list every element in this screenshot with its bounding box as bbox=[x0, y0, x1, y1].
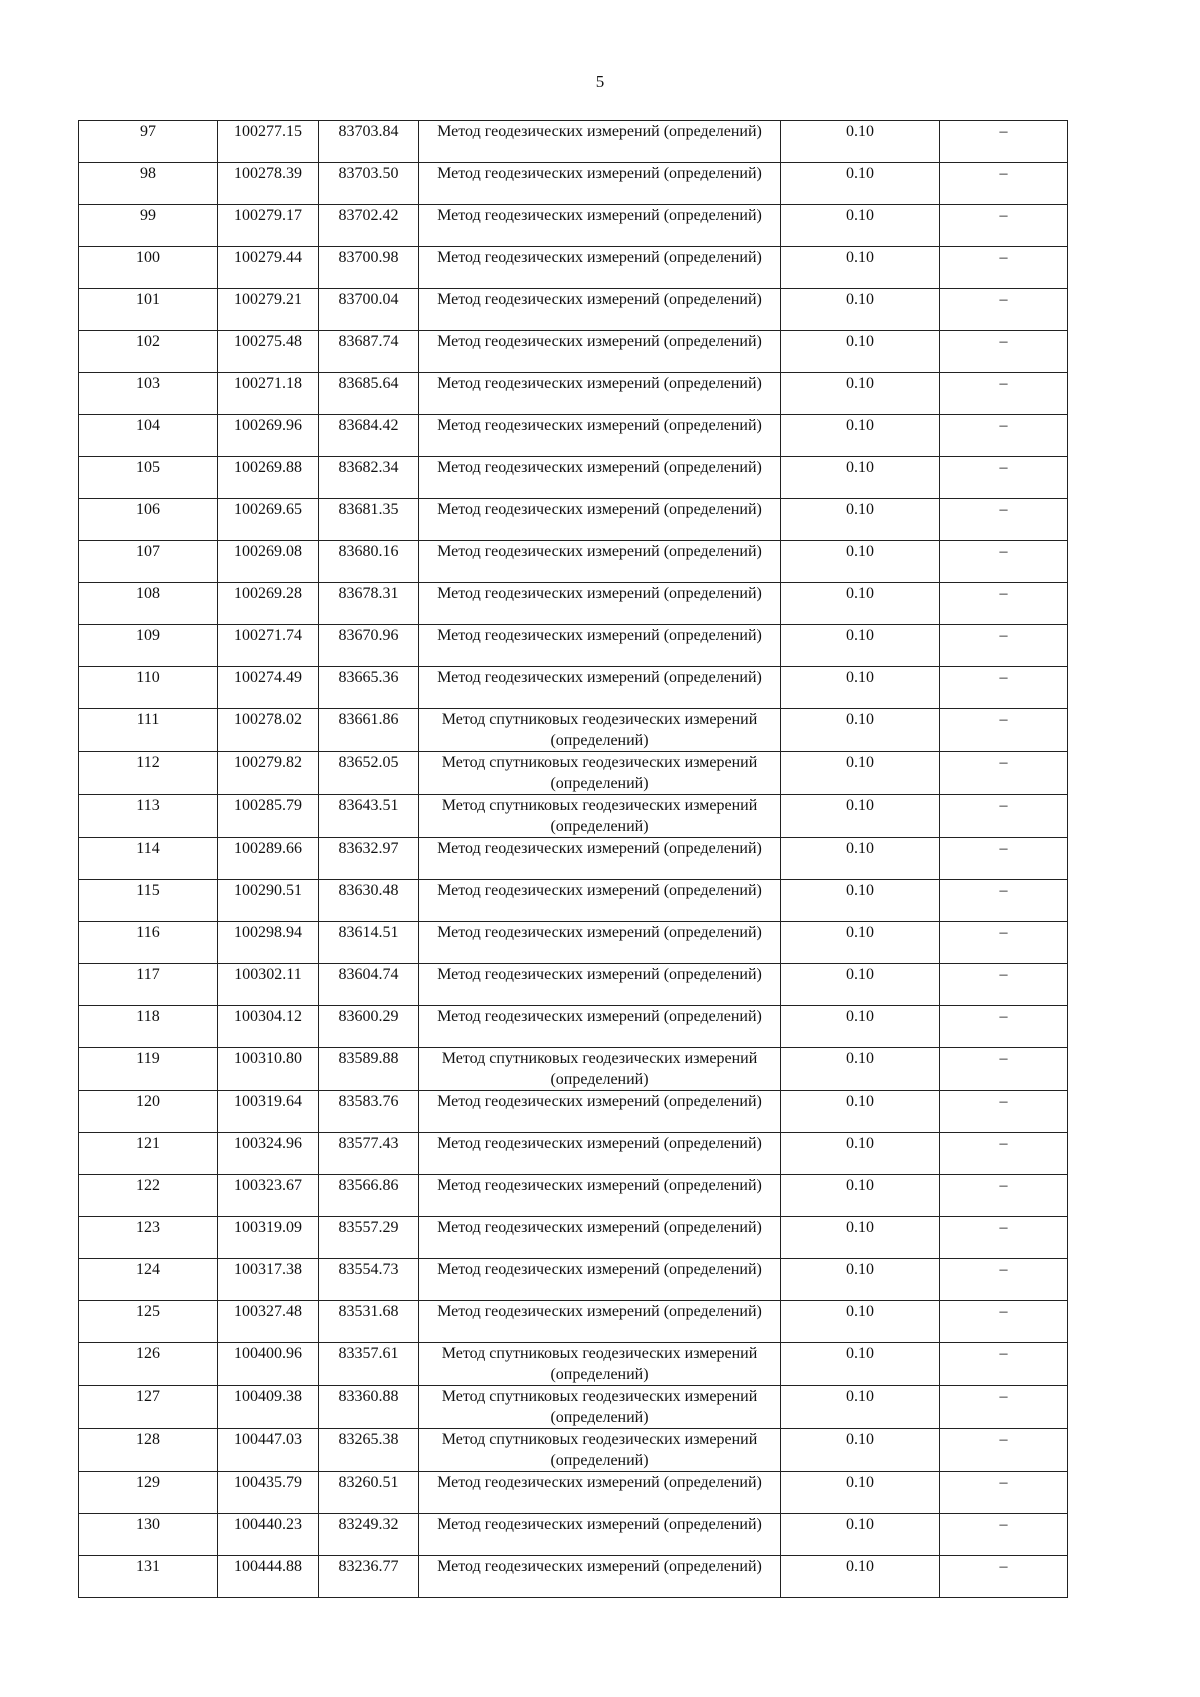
x-coordinate-cell: 100440.23 bbox=[218, 1514, 319, 1556]
note-cell: – bbox=[940, 373, 1068, 415]
table-row bbox=[79, 838, 1068, 880]
method-cell: Метод спутниковых геодезических измерений (определений) bbox=[419, 1429, 781, 1472]
accuracy-cell: 0.10 bbox=[781, 1429, 940, 1472]
note-cell: – bbox=[940, 289, 1068, 331]
table-row bbox=[79, 1175, 1068, 1217]
table-row bbox=[79, 964, 1068, 1006]
method-cell: Метод геодезических измерений (определений) bbox=[419, 247, 781, 289]
accuracy-cell: 0.10 bbox=[781, 1472, 940, 1514]
y-coordinate-cell: 83700.04 bbox=[319, 289, 419, 331]
method-cell: Метод геодезических измерений (определений) bbox=[419, 541, 781, 583]
table-row bbox=[79, 1514, 1068, 1556]
accuracy-cell: 0.10 bbox=[781, 667, 940, 709]
y-coordinate-cell: 83682.34 bbox=[319, 457, 419, 499]
accuracy-cell: 0.10 bbox=[781, 752, 940, 795]
y-coordinate-cell: 83557.29 bbox=[319, 1217, 419, 1259]
accuracy-cell: 0.10 bbox=[781, 121, 940, 163]
method-cell: Метод геодезических измерений (определений) bbox=[419, 1472, 781, 1514]
point-number-cell: 125 bbox=[79, 1301, 218, 1343]
point-number-cell: 114 bbox=[79, 838, 218, 880]
table-row bbox=[79, 163, 1068, 205]
x-coordinate-cell: 100298.94 bbox=[218, 922, 319, 964]
y-coordinate-cell: 83680.16 bbox=[319, 541, 419, 583]
note-cell: – bbox=[940, 964, 1068, 1006]
y-coordinate-cell: 83249.32 bbox=[319, 1514, 419, 1556]
note-cell: – bbox=[940, 331, 1068, 373]
x-coordinate-cell: 100290.51 bbox=[218, 880, 319, 922]
x-coordinate-cell: 100319.09 bbox=[218, 1217, 319, 1259]
note-cell: – bbox=[940, 1429, 1068, 1472]
method-cell: Метод геодезических измерений (определений) bbox=[419, 1259, 781, 1301]
y-coordinate-cell: 83630.48 bbox=[319, 880, 419, 922]
accuracy-cell: 0.10 bbox=[781, 415, 940, 457]
y-coordinate-cell: 83566.86 bbox=[319, 1175, 419, 1217]
y-coordinate-cell: 83614.51 bbox=[319, 922, 419, 964]
table-row bbox=[79, 625, 1068, 667]
accuracy-cell: 0.10 bbox=[781, 709, 940, 752]
table-row bbox=[79, 289, 1068, 331]
y-coordinate-cell: 83357.61 bbox=[319, 1343, 419, 1386]
x-coordinate-cell: 100271.18 bbox=[218, 373, 319, 415]
accuracy-cell: 0.10 bbox=[781, 373, 940, 415]
point-number-cell: 117 bbox=[79, 964, 218, 1006]
accuracy-cell: 0.10 bbox=[781, 1514, 940, 1556]
method-cell: Метод геодезических измерений (определений) bbox=[419, 1091, 781, 1133]
accuracy-cell: 0.10 bbox=[781, 838, 940, 880]
table-row bbox=[79, 795, 1068, 838]
note-cell: – bbox=[940, 205, 1068, 247]
x-coordinate-cell: 100269.28 bbox=[218, 583, 319, 625]
y-coordinate-cell: 83632.97 bbox=[319, 838, 419, 880]
accuracy-cell: 0.10 bbox=[781, 1301, 940, 1343]
x-coordinate-cell: 100319.64 bbox=[218, 1091, 319, 1133]
x-coordinate-cell: 100327.48 bbox=[218, 1301, 319, 1343]
table-row bbox=[79, 1217, 1068, 1259]
table-row bbox=[79, 373, 1068, 415]
x-coordinate-cell: 100279.44 bbox=[218, 247, 319, 289]
y-coordinate-cell: 83703.50 bbox=[319, 163, 419, 205]
accuracy-cell: 0.10 bbox=[781, 205, 940, 247]
accuracy-cell: 0.10 bbox=[781, 247, 940, 289]
y-coordinate-cell: 83360.88 bbox=[319, 1386, 419, 1429]
method-cell: Метод геодезических измерений (определений) bbox=[419, 457, 781, 499]
note-cell: – bbox=[940, 667, 1068, 709]
method-cell: Метод геодезических измерений (определений) bbox=[419, 1217, 781, 1259]
method-cell: Метод спутниковых геодезических измерений (определений) bbox=[419, 795, 781, 838]
table-row bbox=[79, 709, 1068, 752]
coordinates-table bbox=[78, 120, 1068, 1598]
x-coordinate-cell: 100279.17 bbox=[218, 205, 319, 247]
point-number-cell: 121 bbox=[79, 1133, 218, 1175]
table-row bbox=[79, 415, 1068, 457]
table-row bbox=[79, 1386, 1068, 1429]
table-row bbox=[79, 922, 1068, 964]
note-cell: – bbox=[940, 1048, 1068, 1091]
y-coordinate-cell: 83684.42 bbox=[319, 415, 419, 457]
y-coordinate-cell: 83678.31 bbox=[319, 583, 419, 625]
x-coordinate-cell: 100275.48 bbox=[218, 331, 319, 373]
note-cell: – bbox=[940, 838, 1068, 880]
y-coordinate-cell: 83681.35 bbox=[319, 499, 419, 541]
note-cell: – bbox=[940, 1301, 1068, 1343]
y-coordinate-cell: 83265.38 bbox=[319, 1429, 419, 1472]
table-row bbox=[79, 1301, 1068, 1343]
method-cell: Метод геодезических измерений (определений) bbox=[419, 289, 781, 331]
method-cell: Метод спутниковых геодезических измерений (определений) bbox=[419, 1048, 781, 1091]
x-coordinate-cell: 100409.38 bbox=[218, 1386, 319, 1429]
method-cell: Метод геодезических измерений (определений) bbox=[419, 499, 781, 541]
table-row bbox=[79, 499, 1068, 541]
note-cell: – bbox=[940, 1175, 1068, 1217]
accuracy-cell: 0.10 bbox=[781, 1175, 940, 1217]
x-coordinate-cell: 100302.11 bbox=[218, 964, 319, 1006]
point-number-cell: 105 bbox=[79, 457, 218, 499]
x-coordinate-cell: 100447.03 bbox=[218, 1429, 319, 1472]
note-cell: – bbox=[940, 247, 1068, 289]
x-coordinate-cell: 100269.88 bbox=[218, 457, 319, 499]
note-cell: – bbox=[940, 1091, 1068, 1133]
point-number-cell: 97 bbox=[79, 121, 218, 163]
x-coordinate-cell: 100271.74 bbox=[218, 625, 319, 667]
accuracy-cell: 0.10 bbox=[781, 1343, 940, 1386]
note-cell: – bbox=[940, 457, 1068, 499]
accuracy-cell: 0.10 bbox=[781, 499, 940, 541]
x-coordinate-cell: 100278.02 bbox=[218, 709, 319, 752]
point-number-cell: 101 bbox=[79, 289, 218, 331]
note-cell: – bbox=[940, 795, 1068, 838]
method-cell: Метод спутниковых геодезических измерений (определений) bbox=[419, 1386, 781, 1429]
point-number-cell: 99 bbox=[79, 205, 218, 247]
note-cell: – bbox=[940, 541, 1068, 583]
point-number-cell: 122 bbox=[79, 1175, 218, 1217]
note-cell: – bbox=[940, 752, 1068, 795]
page-number: 5 bbox=[595, 72, 605, 91]
note-cell: – bbox=[940, 1133, 1068, 1175]
x-coordinate-cell: 100269.08 bbox=[218, 541, 319, 583]
point-number-cell: 110 bbox=[79, 667, 218, 709]
y-coordinate-cell: 83661.86 bbox=[319, 709, 419, 752]
accuracy-cell: 0.10 bbox=[781, 583, 940, 625]
method-cell: Метод геодезических измерений (определений) bbox=[419, 964, 781, 1006]
y-coordinate-cell: 83600.29 bbox=[319, 1006, 419, 1048]
method-cell: Метод геодезических измерений (определений) bbox=[419, 121, 781, 163]
accuracy-cell: 0.10 bbox=[781, 1386, 940, 1429]
table-row bbox=[79, 331, 1068, 373]
note-cell: – bbox=[940, 163, 1068, 205]
accuracy-cell: 0.10 bbox=[781, 1217, 940, 1259]
y-coordinate-cell: 83583.76 bbox=[319, 1091, 419, 1133]
table-row bbox=[79, 1006, 1068, 1048]
accuracy-cell: 0.10 bbox=[781, 1006, 940, 1048]
y-coordinate-cell: 83665.36 bbox=[319, 667, 419, 709]
method-cell: Метод геодезических измерений (определений) bbox=[419, 1133, 781, 1175]
method-cell: Метод геодезических измерений (определений) bbox=[419, 625, 781, 667]
table-row bbox=[79, 667, 1068, 709]
accuracy-cell: 0.10 bbox=[781, 1091, 940, 1133]
x-coordinate-cell: 100289.66 bbox=[218, 838, 319, 880]
note-cell: – bbox=[940, 1259, 1068, 1301]
note-cell: – bbox=[940, 880, 1068, 922]
y-coordinate-cell: 83531.68 bbox=[319, 1301, 419, 1343]
point-number-cell: 103 bbox=[79, 373, 218, 415]
method-cell: Метод геодезических измерений (определений) bbox=[419, 1006, 781, 1048]
x-coordinate-cell: 100269.96 bbox=[218, 415, 319, 457]
coordinates-table-body bbox=[79, 121, 1068, 1598]
y-coordinate-cell: 83643.51 bbox=[319, 795, 419, 838]
y-coordinate-cell: 83260.51 bbox=[319, 1472, 419, 1514]
accuracy-cell: 0.10 bbox=[781, 1048, 940, 1091]
note-cell: – bbox=[940, 415, 1068, 457]
table-row bbox=[79, 247, 1068, 289]
point-number-cell: 120 bbox=[79, 1091, 218, 1133]
point-number-cell: 102 bbox=[79, 331, 218, 373]
table-row bbox=[79, 583, 1068, 625]
x-coordinate-cell: 100279.21 bbox=[218, 289, 319, 331]
table-row bbox=[79, 205, 1068, 247]
accuracy-cell: 0.10 bbox=[781, 331, 940, 373]
x-coordinate-cell: 100435.79 bbox=[218, 1472, 319, 1514]
accuracy-cell: 0.10 bbox=[781, 163, 940, 205]
point-number-cell: 119 bbox=[79, 1048, 218, 1091]
point-number-cell: 126 bbox=[79, 1343, 218, 1386]
note-cell: – bbox=[940, 922, 1068, 964]
table-row bbox=[79, 880, 1068, 922]
y-coordinate-cell: 83604.74 bbox=[319, 964, 419, 1006]
accuracy-cell: 0.10 bbox=[781, 880, 940, 922]
point-number-cell: 118 bbox=[79, 1006, 218, 1048]
accuracy-cell: 0.10 bbox=[781, 1556, 940, 1598]
method-cell: Метод геодезических измерений (определений) bbox=[419, 922, 781, 964]
x-coordinate-cell: 100310.80 bbox=[218, 1048, 319, 1091]
point-number-cell: 130 bbox=[79, 1514, 218, 1556]
note-cell: – bbox=[940, 1006, 1068, 1048]
table-row bbox=[79, 541, 1068, 583]
method-cell: Метод геодезических измерений (определений) bbox=[419, 1514, 781, 1556]
table-row bbox=[79, 1556, 1068, 1598]
point-number-cell: 128 bbox=[79, 1429, 218, 1472]
table-row bbox=[79, 1048, 1068, 1091]
accuracy-cell: 0.10 bbox=[781, 922, 940, 964]
x-coordinate-cell: 100278.39 bbox=[218, 163, 319, 205]
point-number-cell: 112 bbox=[79, 752, 218, 795]
y-coordinate-cell: 83652.05 bbox=[319, 752, 419, 795]
table-row bbox=[79, 1091, 1068, 1133]
point-number-cell: 115 bbox=[79, 880, 218, 922]
point-number-cell: 123 bbox=[79, 1217, 218, 1259]
method-cell: Метод геодезических измерений (определений) bbox=[419, 415, 781, 457]
point-number-cell: 106 bbox=[79, 499, 218, 541]
table-row bbox=[79, 1259, 1068, 1301]
x-coordinate-cell: 100269.65 bbox=[218, 499, 319, 541]
note-cell: – bbox=[940, 1556, 1068, 1598]
note-cell: – bbox=[940, 121, 1068, 163]
y-coordinate-cell: 83702.42 bbox=[319, 205, 419, 247]
accuracy-cell: 0.10 bbox=[781, 625, 940, 667]
x-coordinate-cell: 100285.79 bbox=[218, 795, 319, 838]
note-cell: – bbox=[940, 625, 1068, 667]
method-cell: Метод геодезических измерений (определений) bbox=[419, 163, 781, 205]
point-number-cell: 100 bbox=[79, 247, 218, 289]
point-number-cell: 107 bbox=[79, 541, 218, 583]
note-cell: – bbox=[940, 583, 1068, 625]
x-coordinate-cell: 100274.49 bbox=[218, 667, 319, 709]
point-number-cell: 127 bbox=[79, 1386, 218, 1429]
table-row bbox=[79, 1429, 1068, 1472]
table-row bbox=[79, 457, 1068, 499]
point-number-cell: 109 bbox=[79, 625, 218, 667]
accuracy-cell: 0.10 bbox=[781, 795, 940, 838]
table-row bbox=[79, 1133, 1068, 1175]
y-coordinate-cell: 83589.88 bbox=[319, 1048, 419, 1091]
method-cell: Метод спутниковых геодезических измерений (определений) bbox=[419, 1343, 781, 1386]
note-cell: – bbox=[940, 1514, 1068, 1556]
x-coordinate-cell: 100277.15 bbox=[218, 121, 319, 163]
method-cell: Метод геодезических измерений (определений) bbox=[419, 1175, 781, 1217]
y-coordinate-cell: 83700.98 bbox=[319, 247, 419, 289]
point-number-cell: 124 bbox=[79, 1259, 218, 1301]
accuracy-cell: 0.10 bbox=[781, 541, 940, 583]
method-cell: Метод геодезических измерений (определений) bbox=[419, 583, 781, 625]
x-coordinate-cell: 100444.88 bbox=[218, 1556, 319, 1598]
method-cell: Метод спутниковых геодезических измерений (определений) bbox=[419, 752, 781, 795]
method-cell: Метод геодезических измерений (определений) bbox=[419, 667, 781, 709]
accuracy-cell: 0.10 bbox=[781, 964, 940, 1006]
accuracy-cell: 0.10 bbox=[781, 1259, 940, 1301]
note-cell: – bbox=[940, 1386, 1068, 1429]
y-coordinate-cell: 83703.84 bbox=[319, 121, 419, 163]
table-row bbox=[79, 752, 1068, 795]
note-cell: – bbox=[940, 499, 1068, 541]
x-coordinate-cell: 100304.12 bbox=[218, 1006, 319, 1048]
note-cell: – bbox=[940, 709, 1068, 752]
x-coordinate-cell: 100279.82 bbox=[218, 752, 319, 795]
y-coordinate-cell: 83685.64 bbox=[319, 373, 419, 415]
accuracy-cell: 0.10 bbox=[781, 1133, 940, 1175]
note-cell: – bbox=[940, 1472, 1068, 1514]
y-coordinate-cell: 83577.43 bbox=[319, 1133, 419, 1175]
point-number-cell: 111 bbox=[79, 709, 218, 752]
point-number-cell: 116 bbox=[79, 922, 218, 964]
note-cell: – bbox=[940, 1343, 1068, 1386]
x-coordinate-cell: 100323.67 bbox=[218, 1175, 319, 1217]
x-coordinate-cell: 100400.96 bbox=[218, 1343, 319, 1386]
method-cell: Метод геодезических измерений (определений) bbox=[419, 1301, 781, 1343]
accuracy-cell: 0.10 bbox=[781, 289, 940, 331]
method-cell: Метод спутниковых геодезических измерений (определений) bbox=[419, 709, 781, 752]
x-coordinate-cell: 100324.96 bbox=[218, 1133, 319, 1175]
y-coordinate-cell: 83554.73 bbox=[319, 1259, 419, 1301]
method-cell: Метод геодезических измерений (определений) bbox=[419, 880, 781, 922]
point-number-cell: 98 bbox=[79, 163, 218, 205]
method-cell: Метод геодезических измерений (определений) bbox=[419, 838, 781, 880]
table-row bbox=[79, 1472, 1068, 1514]
y-coordinate-cell: 83670.96 bbox=[319, 625, 419, 667]
method-cell: Метод геодезических измерений (определений) bbox=[419, 1556, 781, 1598]
table-row bbox=[79, 121, 1068, 163]
point-number-cell: 129 bbox=[79, 1472, 218, 1514]
note-cell: – bbox=[940, 1217, 1068, 1259]
y-coordinate-cell: 83236.77 bbox=[319, 1556, 419, 1598]
table-row bbox=[79, 1343, 1068, 1386]
accuracy-cell: 0.10 bbox=[781, 457, 940, 499]
point-number-cell: 131 bbox=[79, 1556, 218, 1598]
y-coordinate-cell: 83687.74 bbox=[319, 331, 419, 373]
point-number-cell: 113 bbox=[79, 795, 218, 838]
method-cell: Метод геодезических измерений (определений) bbox=[419, 331, 781, 373]
method-cell: Метод геодезических измерений (определений) bbox=[419, 373, 781, 415]
x-coordinate-cell: 100317.38 bbox=[218, 1259, 319, 1301]
point-number-cell: 108 bbox=[79, 583, 218, 625]
method-cell: Метод геодезических измерений (определений) bbox=[419, 205, 781, 247]
point-number-cell: 104 bbox=[79, 415, 218, 457]
